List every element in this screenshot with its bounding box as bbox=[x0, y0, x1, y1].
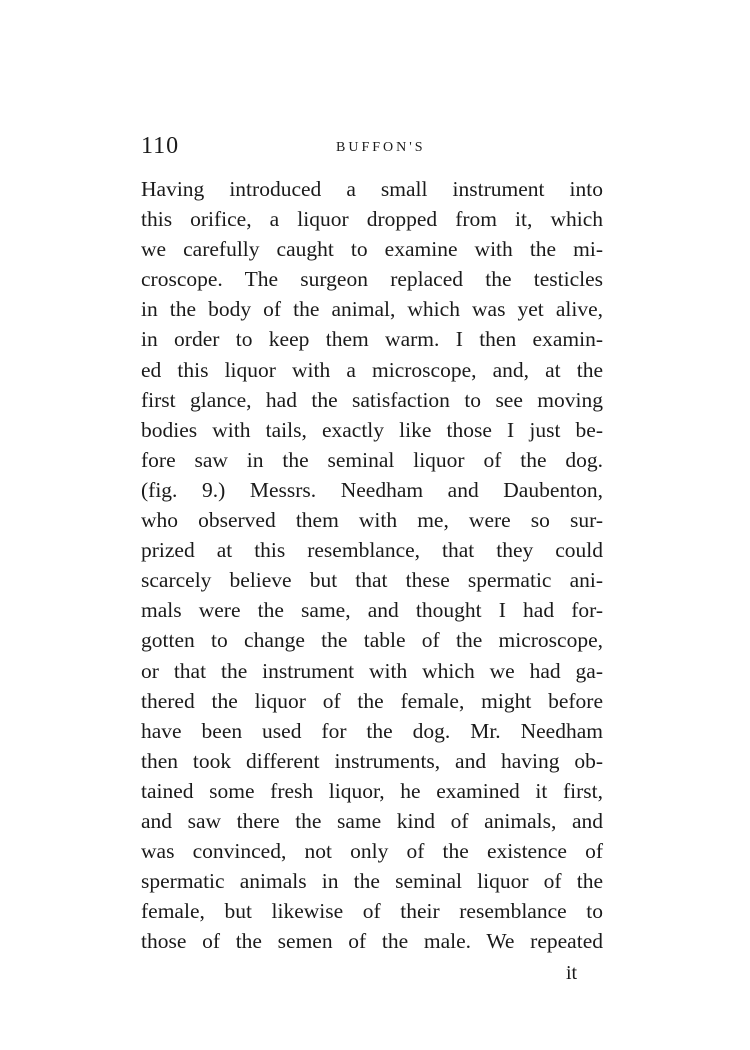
page-header bbox=[141, 133, 601, 163]
text-line: spermatic animals in the seminal liquor of the bbox=[141, 869, 603, 894]
text-line: Having introduced a small instrument into bbox=[141, 177, 603, 201]
text-line: we carefully caught to examine with the mi- bbox=[141, 237, 603, 262]
text-line: bodies with tails, exactly like those I just be- bbox=[141, 417, 603, 442]
text-line: female, but likewise of their resemblance to bbox=[141, 899, 603, 924]
text-line: tained some fresh liquor, he examined it first, bbox=[141, 778, 603, 803]
text-line: those of the semen of the male. We repeated bbox=[141, 929, 603, 954]
text-line: scarcely believe but that these spermatic ani- bbox=[141, 568, 603, 593]
text-line: croscope. The surgeon replaced the testicles bbox=[141, 267, 603, 292]
text-line: who observed them with me, were so sur- bbox=[141, 508, 603, 533]
text-line: was convinced, not only of the existence of bbox=[141, 839, 603, 864]
catchword: it bbox=[566, 962, 578, 984]
text-line: mals were the same, and thought I had for- bbox=[141, 598, 603, 623]
text-line: prized at this resemblance, that they could bbox=[141, 538, 603, 563]
page-number: 110 bbox=[141, 133, 180, 159]
text-line: gotten to change the table of the microscope, bbox=[141, 628, 603, 653]
text-line: or that the instrument with which we had ga- bbox=[141, 658, 603, 683]
running-head: BUFFON'S bbox=[336, 140, 426, 155]
text-line: thered the liquor of the female, might before bbox=[141, 688, 603, 713]
text-line: ed this liquor with a microscope, and, at the bbox=[141, 357, 603, 382]
text-line: have been used for the dog. Mr. Needham bbox=[141, 718, 603, 743]
text-line: fore saw in the seminal liquor of the dog. bbox=[141, 447, 603, 472]
text-line: then took different instruments, and having ob- bbox=[141, 748, 603, 773]
text-line: in the body of the animal, which was yet alive, bbox=[141, 297, 603, 322]
text-line: and saw there the same kind of animals, and bbox=[141, 808, 603, 833]
text-line: in order to keep them warm. I then examin- bbox=[141, 327, 603, 352]
body-text bbox=[141, 174, 603, 956]
text-line: this orifice, a liquor dropped from it, which bbox=[141, 207, 603, 232]
text-line: (fig. 9.) Messrs. Needham and Daubenton, bbox=[141, 477, 603, 502]
text-line: first glance, had the satisfaction to see moving bbox=[141, 387, 603, 412]
